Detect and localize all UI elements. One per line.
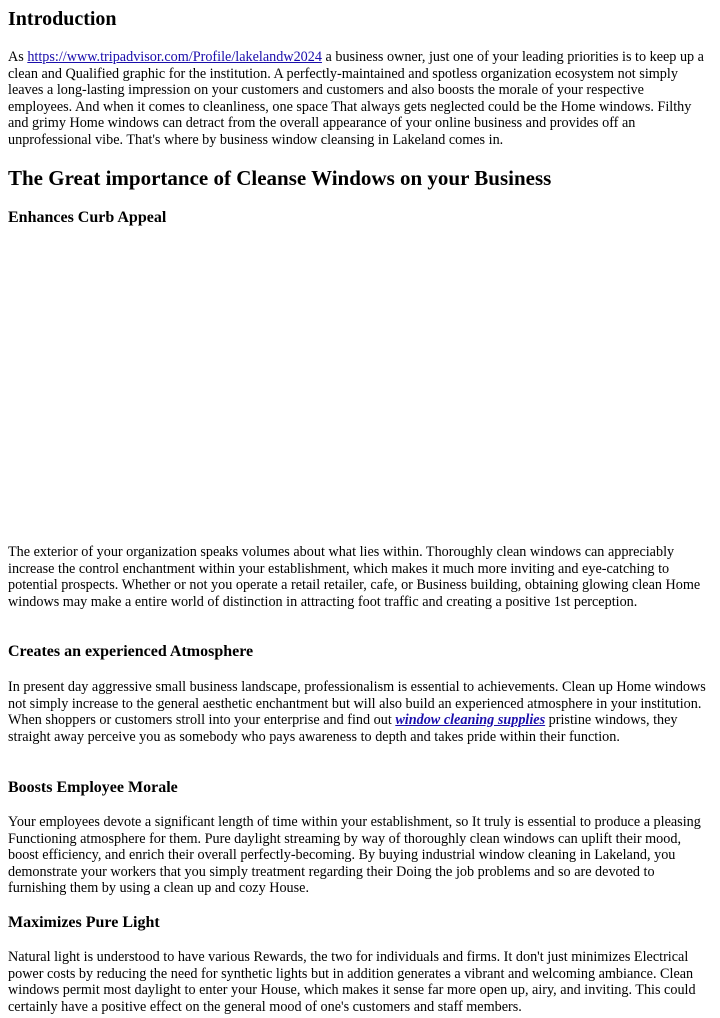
light-heading: Maximizes Pure Light [8,914,160,931]
morale-paragraph: Your employees devote a significant length of time within your establishment, so It truly is essential to produce a pleasing Functioning atmosphere for them. Pure daylight streaming by way of thoroughly clean windows can uplift their mood, boost efficiency, and enrich their overall perfectly-becoming. By buying industrial window cleaning in Lakeland, you demonstrate your workers that you simply treatment regarding their Doing the job problems and so are devoted to furnishing them by using a clean up and cozy House. [8,814,701,896]
atmosphere-text-after: pristine windows, they straight away perceive you as somebody who pays awareness to depth and takes pride within their function. [8,712,678,745]
light-paragraph: Natural light is understood to have various Rewards, the two for individuals and firms. It don't just minimizes Electrical power costs by reducing the need for synthetic lights but in addition generates a vibrant and welcoming ambiance. Clean windows permit most daylight to enter your House, which makes it sense far more open up, airy, and inviting. This could certainly have a positive effect on the general mood of one's customers and staff members. [8,949,696,1015]
blank-image-area [8,240,710,538]
curb-appeal-paragraph: The exterior of your organization speaks volumes about what lies within. Thoroughly clean windows can appreciably increase the control enchantment within your establishment, which makes it much more inviting and eye-catching to potential prospects. Whether or not you operate a retail retailer, cafe, or Business building, obtaining glowing clean Home windows may make a entire world of distinction in attracting foot traffic and creating a positive 1st perception. [8,544,701,610]
curb-appeal-heading: Enhances Curb Appeal [8,209,167,226]
intro-heading: Introduction [8,8,117,30]
intro-paragraph [8,49,710,148]
intro-text-before: As [8,49,28,65]
atmosphere-text-before: In present day aggressive small business landscape, professionalism is essential to achievements. Clean up Home windows not simply increase to the general aesthetic enchantment but will also build an experienced atmosphere in your institution. When shoppers or customers stroll into your enterprise and find out [8,679,706,728]
tripadvisor-link[interactable]: https://www.tripadvisor.com/Profile/lakelandw2024 [27,49,322,65]
importance-heading: The Great importance of Cleanse Windows on your Business [8,166,552,190]
window-cleaning-supplies-link[interactable]: window cleaning supplies [395,712,546,728]
morale-heading: Boosts Employee Morale [8,779,178,796]
atmosphere-heading: Creates an experienced Atmosphere [8,643,254,660]
intro-text-after: a business owner, just one of your leading priorities is to keep up a clean and Qualified graphic for the institution. A perfectly-maintained and spotless organization ecosystem not simply leaves a long-lasting impression on your customers and customers and also boosts the morale of your respective employees. And when it comes to cleanliness, one space That always gets neglected could be the Home windows. Filthy and grimy Home windows can detract from the overall appearance of your online business and provides off an unprofessional vibe. That's where by business window cleansing in Lakeland comes in. [8,49,704,148]
atmosphere-paragraph [8,679,710,745]
